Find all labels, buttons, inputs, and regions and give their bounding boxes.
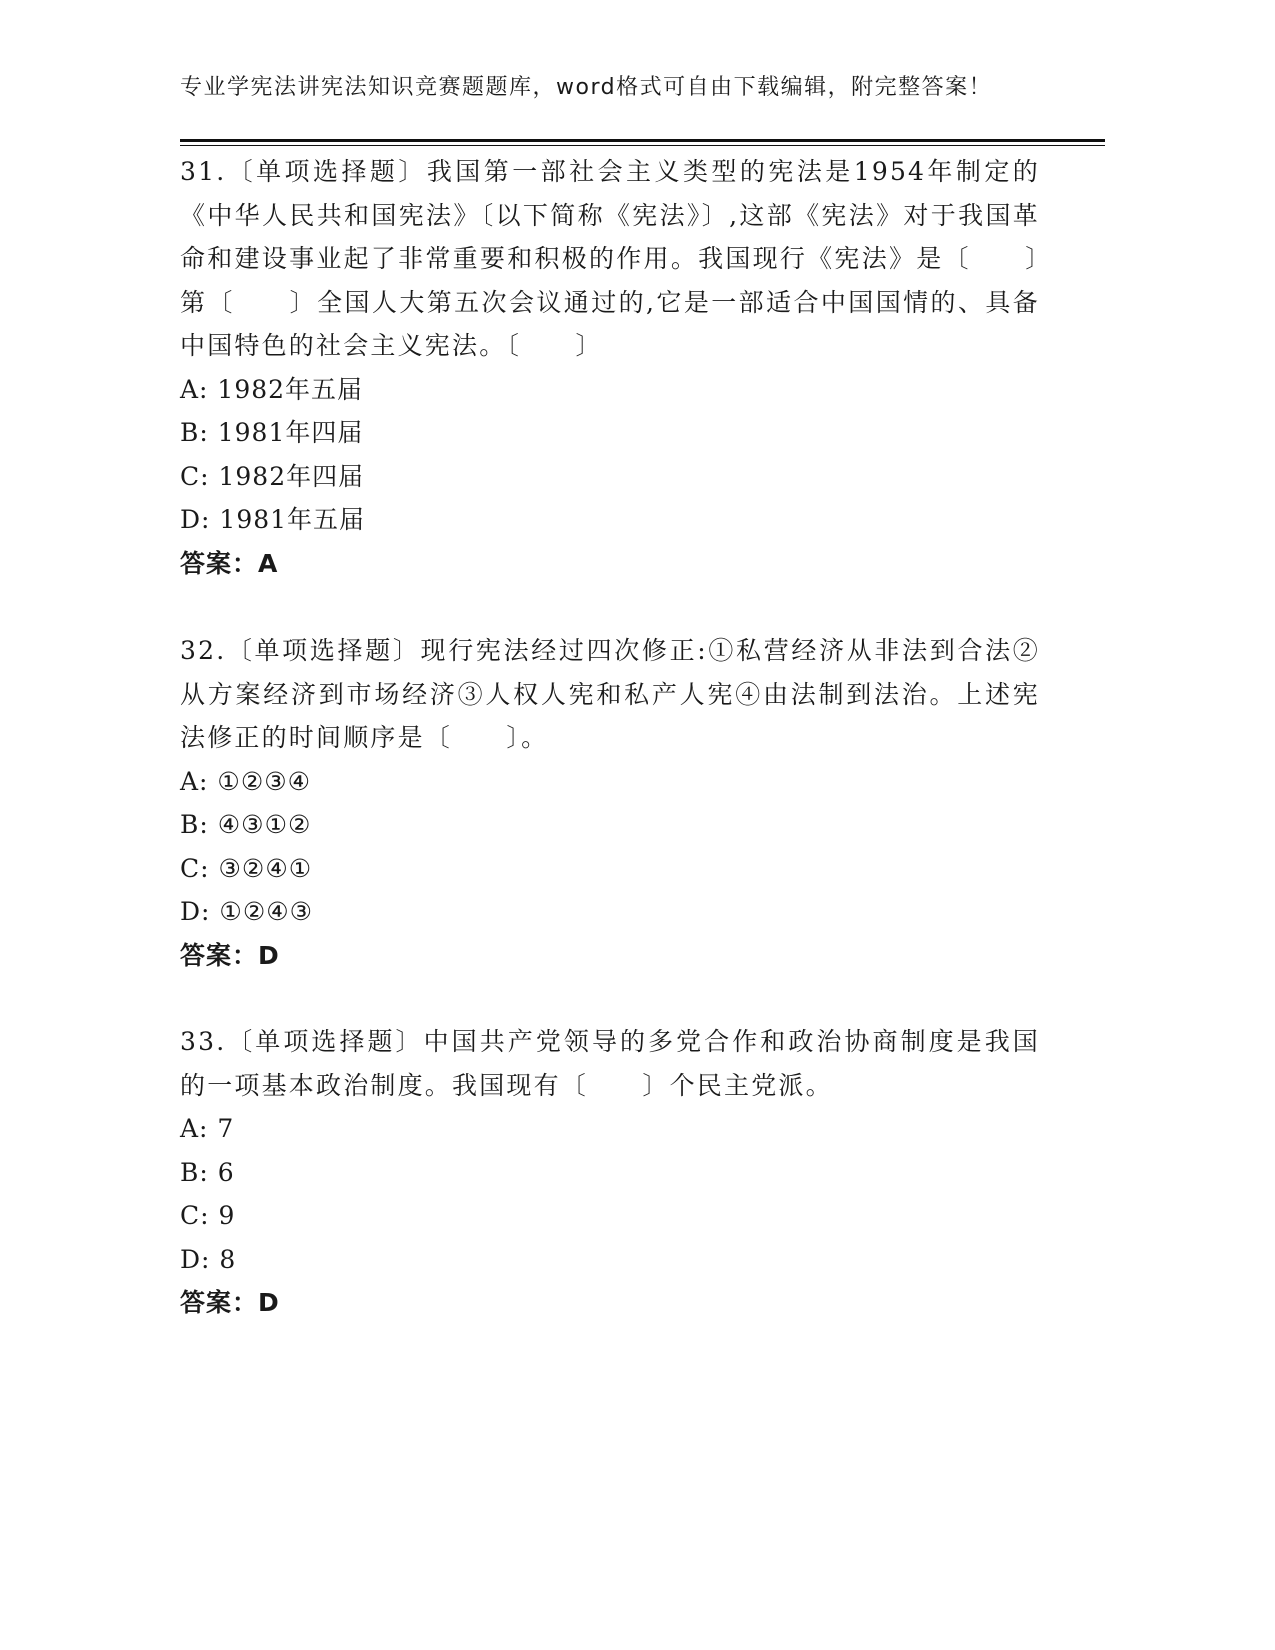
option-b: B: 1981年四届 [180, 418, 364, 447]
option-d: D: 8 [180, 1244, 237, 1274]
question-stem: 31.〔单项选择题〕我国第一部社会主义类型的宪法是1954年制定的《中华人民共和国宪法》〔以下简称《宪法》〕,这部《宪法》对于我国革命和建设事业起了非常重要和积极的作用。我国现行《宪法》是〔 〕第〔 〕全国人大第五次会议通过的,它是一部适合中国国情的、具备中国特色的社会主义宪法。〔 〕 [180, 157, 1040, 360]
question-33 [180, 1020, 1040, 1325]
question-32 [180, 629, 1040, 977]
answer: 答案：D [180, 940, 280, 970]
question-stem: 32.〔单项选择题〕现行宪法经过四次修正:①私营经济从非法到合法②从方案经济到市场经济③人权人宪和私产人宪④由法制到法治。上述宪法修正的时间顺序是〔 〕。 [180, 636, 1040, 752]
option-a: A: ①②③④ [180, 766, 312, 796]
option-a: A: 1982年五届 [180, 374, 364, 404]
question-31 [180, 150, 1040, 585]
option-d: D: ①②④③ [180, 897, 314, 926]
option-a: A: 7 [180, 1114, 235, 1143]
header-rule-thick [180, 139, 1105, 142]
option-b: B: ④③①② [180, 810, 312, 839]
answer: 答案：D [180, 1288, 280, 1317]
answer: 答案：A [180, 548, 279, 578]
option-c: C: 9 [180, 1201, 236, 1230]
option-c: C: 1982年四届 [180, 461, 365, 491]
option-b: B: 6 [180, 1157, 235, 1187]
document-header: 专业学宪法讲宪法知识竞赛题题库，word格式可自由下载编辑，附完整答案！ [180, 75, 993, 100]
option-d: D: 1981年五届 [180, 505, 366, 534]
header-rule-thin [180, 145, 1105, 146]
option-c: C: ③②④① [180, 853, 313, 883]
question-stem: 33.〔单项选择题〕中国共产党领导的多党合作和政治协商制度是我国的一项基本政治制度。我国现有〔 〕个民主党派。 [180, 1027, 1040, 1100]
